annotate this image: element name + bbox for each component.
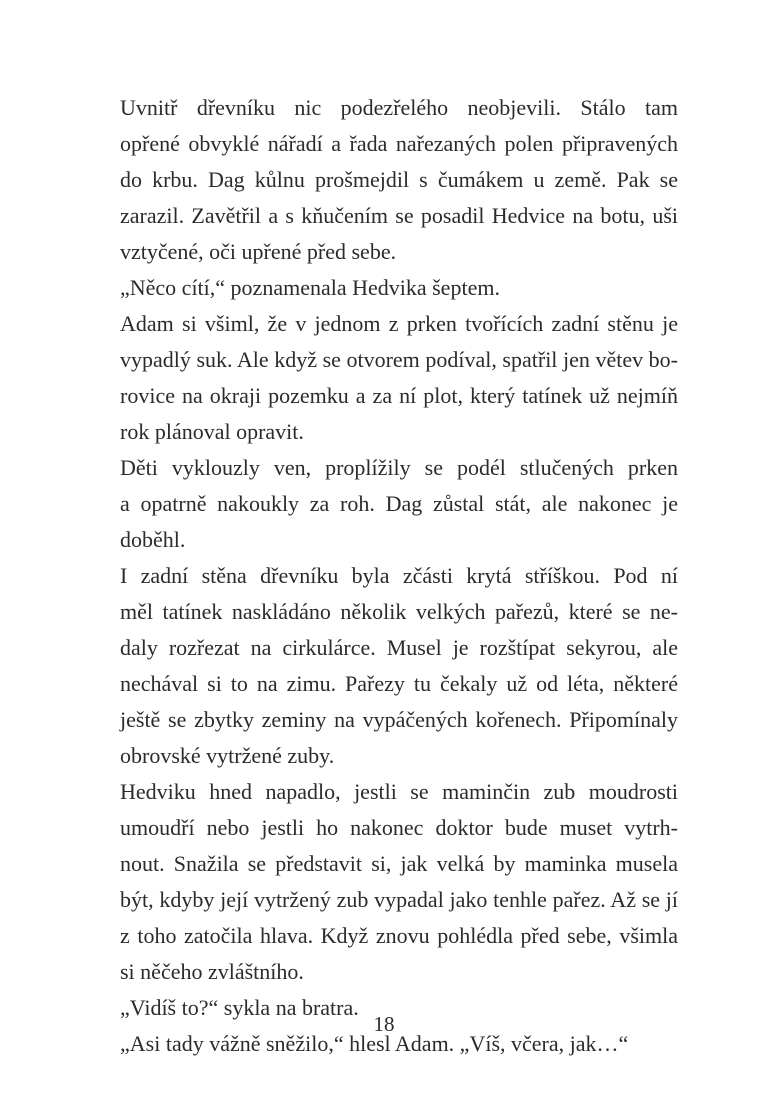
paragraph-1 <box>120 90 678 270</box>
text-line: „Vidíš to?“ sykla na bratra. <box>120 995 359 1020</box>
text-line: nout. Snažila se představit si, jak velká by maminka musela <box>120 851 678 876</box>
text-line: „Asi tady vážně sněžilo,“ hlesl Adam. „Víš, včera, jak…“ <box>120 1031 629 1056</box>
text-line: doběhl. <box>120 527 186 552</box>
text-line: daly rozřezat na cirkulárce. Musel je rozštípat sekyrou, ale <box>120 635 678 660</box>
text-line: a opatrně nakoukly za roh. Dag zůstal stát, ale nakonec je <box>120 491 678 516</box>
text-line: „Něco cítí,“ poznamenala Hedvika šeptem. <box>120 275 500 300</box>
paragraph-2 <box>120 270 678 306</box>
text-line: vypadlý suk. Ale když se otvorem podíval, spatřil jen větev bo- <box>120 347 678 372</box>
text-line: I zadní stěna dřevníku byla zčásti krytá stříškou. Pod ní <box>120 563 678 588</box>
text-line: ještě se zbytky zeminy na vypáčených kořenech. Připomínaly <box>120 707 678 732</box>
body-text <box>120 90 678 1062</box>
text-line: si něčeho zvláštního. <box>120 959 304 984</box>
text-line: Děti vyklouzly ven, proplížily se podél stlučených prken <box>120 455 678 480</box>
text-line: rok plánoval opravit. <box>120 419 304 444</box>
text-line: vztyčené, oči upřené před sebe. <box>120 239 397 264</box>
page-number: 18 <box>373 1012 395 1036</box>
text-line: Adam si všiml, že v jednom z prken tvořících zadní stěnu je <box>120 311 678 336</box>
paragraph-4 <box>120 450 678 558</box>
text-line: umoudří nebo jestli ho nakonec doktor bude muset vytrh- <box>120 815 678 840</box>
text-line: měl tatínek naskládáno několik velkých pařezů, které se ne- <box>120 599 678 624</box>
text-line: být, kdyby její vytržený zub vypadal jako tenhle pařez. Až se jí <box>120 887 678 912</box>
paragraph-6 <box>120 774 678 990</box>
text-line: obrovské vytržené zuby. <box>120 743 335 768</box>
text-line: nechával si to na zimu. Pařezy tu čekaly už od léta, některé <box>120 671 678 696</box>
text-line: zarazil. Zavětřil a s kňučením se posadil Hedvice na botu, uši <box>120 203 678 228</box>
text-line: opřené obvyklé nářadí a řada nařezaných polen připravených <box>120 131 678 156</box>
text-line: rovice na okraji pozemku a za ní plot, který tatínek už nejmíň <box>120 383 678 408</box>
paragraph-5 <box>120 558 678 774</box>
text-line: Uvnitř dřevníku nic podezřelého neobjevili. Stálo tam <box>120 95 678 120</box>
text-line: do krbu. Dag kůlnu prošmejdil s čumákem u země. Pak se <box>120 167 678 192</box>
paragraph-3 <box>120 306 678 450</box>
text-line: z toho zatočila hlava. Když znovu pohlédla před sebe, všimla <box>120 923 678 948</box>
text-line: Hedviku hned napadlo, jestli se maminčin zub moudrosti <box>120 779 678 804</box>
